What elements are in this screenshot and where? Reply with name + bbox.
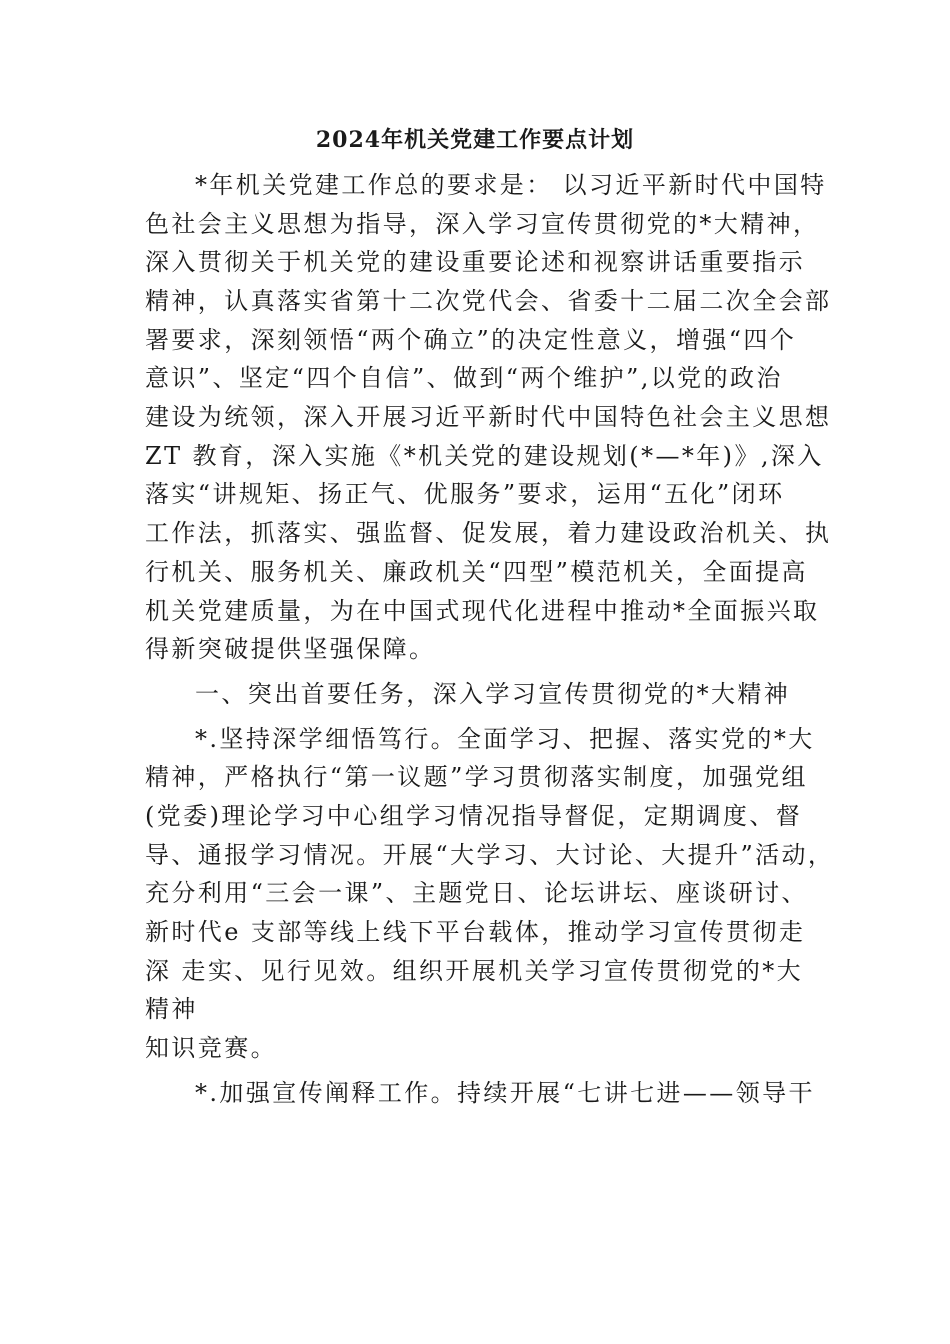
paragraph-line: 精神 bbox=[145, 995, 198, 1023]
paragraph-line: 知识竞赛。 bbox=[145, 1034, 277, 1062]
paragraph-line: 行机关、服务机关、廉政机关“四型”模范机关，全面提高 bbox=[145, 558, 808, 586]
paragraph-line: *.加强宣传阐释工作。持续开展“七讲七进——领导干 bbox=[195, 1079, 815, 1107]
paragraph-line: ZT 教育，深入实施《*机关党的建设规划(*—*年)》,深入 bbox=[145, 442, 824, 470]
paragraph-line: 署要求，深刻领悟“两个确立”的决定性意义，增强“四个 bbox=[145, 326, 797, 354]
paragraph-line: 建设为统领，深入开展习近平新时代中国特色社会主义思想 bbox=[145, 403, 832, 431]
paragraph-line: 机关党建质量，为在中国式现代化进程中推动*全面振兴取 bbox=[145, 597, 820, 625]
paragraph-line: 意识”、坚定“四个自信”、做到“两个维护”,以党的政治 bbox=[145, 364, 783, 392]
paragraph-line: 充分利用“三会一课”、主题党日、论坛讲坛、座谈研讨、 bbox=[145, 879, 808, 907]
paragraph-line: 新时代e 支部等线上线下平台载体，推动学习宣传贯彻走 bbox=[145, 918, 806, 946]
paragraph-line: 得新突破提供坚强保障。 bbox=[145, 635, 436, 663]
paragraph-line: 精神，严格执行“第一议题”学习贯彻落实制度，加强党组 bbox=[145, 763, 808, 791]
paragraph-line: *.坚持深学细悟笃行。全面学习、把握、落实党的*大 bbox=[195, 725, 815, 753]
paragraph-line: *年机关党建工作总的要求是： 以习近平新时代中国特 bbox=[195, 171, 827, 199]
paragraph-line: 工作法，抓落实、强监督、促发展，着力建设政治机关、执 bbox=[145, 519, 832, 547]
paragraph-line: 落实“讲规矩、扬正气、优服务”要求，运用“五化”闭环 bbox=[145, 480, 785, 508]
paragraph-line: 深 走实、见行见效。组织开展机关学习宣传贯彻党的*大 bbox=[145, 957, 804, 985]
paragraph-line: 精神，认真落实省第十二次党代会、省委十二届二次全会部 bbox=[145, 287, 832, 315]
section-heading: 一、突出首要任务，深入学习宣传贯彻党的*大精神 bbox=[195, 680, 791, 708]
document-title: 2024年机关党建工作要点计划 bbox=[315, 127, 635, 153]
paragraph-line: 色社会主义思想为指导，深入学习宣传贯彻党的*大精神， bbox=[145, 210, 820, 238]
paragraph-line: (党委)理论学习中心组学习情况指导督促，定期调度、督 bbox=[145, 802, 803, 830]
paragraph-line: 深入贯彻关于机关党的建设重要论述和视察讲话重要指示 bbox=[145, 248, 805, 276]
paragraph-line: 导、通报学习情况。开展“大学习、大讨论、大提升”活动， bbox=[145, 841, 835, 869]
